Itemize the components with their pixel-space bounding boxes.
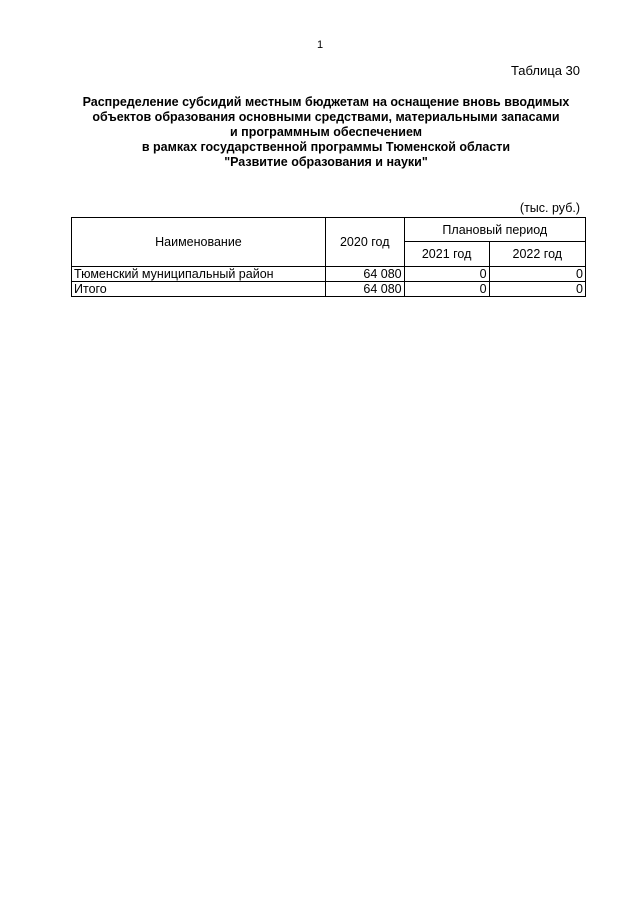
header-2022: 2022 год — [489, 242, 585, 267]
total-value-2020: 64 080 — [325, 282, 404, 297]
header-2020: 2020 год — [325, 218, 404, 267]
title-line: "Развитие образования и науки" — [224, 155, 428, 169]
title-line: объектов образования основными средствами, материальными запасами — [92, 110, 560, 124]
subsidy-table — [71, 217, 586, 297]
header-planning-period: Плановый период — [404, 218, 585, 242]
header-2021: 2021 год — [404, 242, 489, 267]
row-value-2022: 0 — [489, 267, 585, 282]
row-value-2021: 0 — [404, 267, 489, 282]
total-value-2022: 0 — [489, 282, 585, 297]
title-line: Распределение субсидий местным бюджетам на оснащение вновь вводимых — [82, 95, 570, 109]
page-number: 1 — [316, 39, 324, 51]
header-name: Наименование — [72, 218, 326, 267]
title-line: в рамках государственной программы Тюменской области — [141, 140, 511, 154]
total-row — [72, 282, 586, 297]
total-name: Итого — [72, 282, 326, 297]
units-label: (тыс. руб.) — [519, 201, 580, 215]
total-value-2021: 0 — [404, 282, 489, 297]
document-title — [60, 95, 592, 170]
title-line: и программным обеспечением — [230, 125, 422, 139]
table-label: Таблица 30 — [510, 63, 580, 78]
row-name: Тюменский муниципальный район — [72, 267, 326, 282]
row-value-2020: 64 080 — [325, 267, 404, 282]
table-row — [72, 267, 586, 282]
